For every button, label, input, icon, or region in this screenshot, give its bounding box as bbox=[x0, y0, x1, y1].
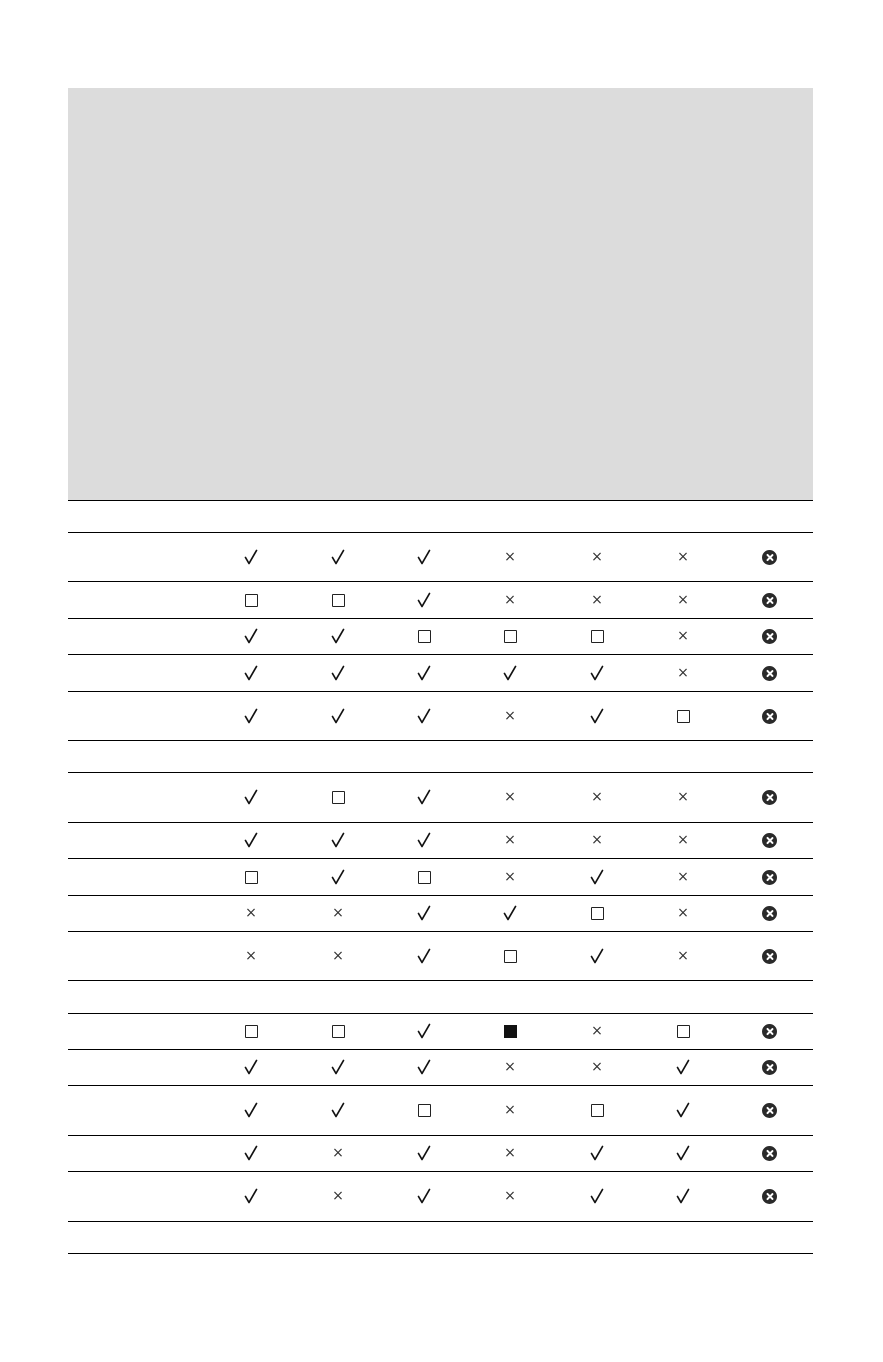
table-cell bbox=[318, 1055, 358, 1079]
cross-icon: × bbox=[504, 869, 516, 885]
check-icon bbox=[676, 1188, 690, 1204]
check-icon bbox=[244, 832, 258, 848]
table-cell bbox=[318, 828, 358, 852]
x-circle-icon bbox=[762, 1189, 777, 1204]
table-cell bbox=[231, 704, 271, 728]
check-icon bbox=[676, 1102, 690, 1118]
table-cell bbox=[663, 624, 703, 648]
table-cell bbox=[318, 624, 358, 648]
cross-icon: × bbox=[504, 549, 516, 565]
table-cell bbox=[490, 624, 530, 648]
empty-box-icon bbox=[677, 1025, 690, 1038]
table-cell bbox=[318, 588, 358, 612]
empty-box-icon bbox=[418, 1104, 431, 1117]
check-icon bbox=[417, 905, 431, 921]
x-circle-icon bbox=[762, 593, 777, 608]
check-icon bbox=[244, 549, 258, 565]
check-icon bbox=[590, 1188, 604, 1204]
cross-icon: × bbox=[504, 708, 516, 724]
row-divider bbox=[68, 532, 813, 533]
cross-icon: × bbox=[245, 948, 257, 964]
empty-box-icon bbox=[591, 1104, 604, 1117]
row-divider bbox=[68, 691, 813, 692]
empty-box-icon bbox=[332, 791, 345, 804]
check-icon bbox=[676, 1059, 690, 1075]
table-cell bbox=[663, 865, 703, 889]
check-icon bbox=[244, 1102, 258, 1118]
table-cell bbox=[404, 624, 444, 648]
check-icon bbox=[590, 869, 604, 885]
cross-icon: × bbox=[677, 592, 689, 608]
row-divider bbox=[68, 740, 813, 741]
table-cell bbox=[749, 588, 789, 612]
empty-box-icon bbox=[591, 630, 604, 643]
table-cell bbox=[231, 944, 271, 968]
table-cell bbox=[749, 1098, 789, 1122]
row-divider bbox=[68, 858, 813, 859]
row-divider bbox=[68, 654, 813, 655]
row-divider bbox=[68, 931, 813, 932]
check-icon bbox=[417, 549, 431, 565]
table-cell bbox=[404, 865, 444, 889]
table-cell bbox=[577, 828, 617, 852]
empty-box-icon bbox=[332, 594, 345, 607]
check-icon bbox=[590, 665, 604, 681]
table-cell bbox=[404, 588, 444, 612]
table-cell bbox=[404, 704, 444, 728]
table-cell bbox=[663, 944, 703, 968]
table-cell bbox=[577, 1019, 617, 1043]
table-cell bbox=[231, 1019, 271, 1043]
check-icon bbox=[244, 1059, 258, 1075]
check-icon bbox=[417, 948, 431, 964]
table-cell bbox=[663, 1019, 703, 1043]
check-icon bbox=[331, 1059, 345, 1075]
x-circle-icon bbox=[762, 629, 777, 644]
x-circle-icon bbox=[762, 906, 777, 921]
table-cell bbox=[577, 901, 617, 925]
table-cell bbox=[577, 661, 617, 685]
row-divider bbox=[68, 618, 813, 619]
table-cell bbox=[749, 661, 789, 685]
cross-icon: × bbox=[677, 869, 689, 885]
table-cell bbox=[663, 785, 703, 809]
table-cell bbox=[577, 1098, 617, 1122]
cross-icon: × bbox=[504, 1059, 516, 1075]
table-cell bbox=[318, 901, 358, 925]
check-icon bbox=[417, 1188, 431, 1204]
x-circle-icon bbox=[762, 1146, 777, 1161]
row-divider bbox=[68, 1135, 813, 1136]
row-divider bbox=[68, 980, 813, 981]
table-cell bbox=[231, 588, 271, 612]
row-divider bbox=[68, 822, 813, 823]
table-cell bbox=[404, 661, 444, 685]
table-cell bbox=[404, 1098, 444, 1122]
check-icon bbox=[331, 665, 345, 681]
check-icon bbox=[331, 549, 345, 565]
cross-icon: × bbox=[591, 549, 603, 565]
row-divider bbox=[68, 1221, 813, 1222]
table-cell bbox=[577, 1055, 617, 1079]
cross-icon: × bbox=[677, 905, 689, 921]
cross-icon: × bbox=[504, 832, 516, 848]
cross-icon: × bbox=[504, 592, 516, 608]
check-icon bbox=[676, 1145, 690, 1161]
check-icon bbox=[503, 905, 517, 921]
table-cell bbox=[404, 901, 444, 925]
table-cell bbox=[318, 545, 358, 569]
check-icon bbox=[417, 1059, 431, 1075]
table-cell bbox=[577, 704, 617, 728]
table-cell bbox=[490, 704, 530, 728]
table-header-band bbox=[68, 88, 813, 500]
check-icon bbox=[503, 665, 517, 681]
row-divider bbox=[68, 581, 813, 582]
table-cell bbox=[749, 865, 789, 889]
table-cell bbox=[663, 828, 703, 852]
table-cell bbox=[404, 545, 444, 569]
table-cell bbox=[231, 901, 271, 925]
x-circle-icon bbox=[762, 790, 777, 805]
cross-icon: × bbox=[245, 905, 257, 921]
table-cell bbox=[749, 1055, 789, 1079]
table-cell bbox=[318, 1019, 358, 1043]
row-divider bbox=[68, 1013, 813, 1014]
table-cell bbox=[318, 944, 358, 968]
cross-icon: × bbox=[677, 628, 689, 644]
table-cell bbox=[231, 661, 271, 685]
table-cell bbox=[663, 661, 703, 685]
table-cell bbox=[490, 545, 530, 569]
cross-icon: × bbox=[332, 905, 344, 921]
row-divider bbox=[68, 1049, 813, 1050]
table-cell bbox=[577, 624, 617, 648]
table-cell bbox=[490, 1055, 530, 1079]
table-cell bbox=[749, 1184, 789, 1208]
cross-icon: × bbox=[504, 789, 516, 805]
table-cell bbox=[404, 1141, 444, 1165]
table-cell bbox=[231, 1141, 271, 1165]
x-circle-icon bbox=[762, 949, 777, 964]
table-cell bbox=[577, 588, 617, 612]
table-cell bbox=[749, 785, 789, 809]
check-icon bbox=[417, 592, 431, 608]
table-cell bbox=[231, 1098, 271, 1122]
table-cell bbox=[490, 828, 530, 852]
table-cell bbox=[749, 704, 789, 728]
cross-icon: × bbox=[504, 1188, 516, 1204]
cross-icon: × bbox=[504, 1145, 516, 1161]
x-circle-icon bbox=[762, 833, 777, 848]
row-divider bbox=[68, 895, 813, 896]
table-cell bbox=[490, 1141, 530, 1165]
cross-icon: × bbox=[677, 665, 689, 681]
table-cell bbox=[577, 545, 617, 569]
table-cell bbox=[663, 1184, 703, 1208]
table-cell bbox=[749, 1019, 789, 1043]
empty-box-icon bbox=[418, 871, 431, 884]
empty-box-icon bbox=[504, 950, 517, 963]
cross-icon: × bbox=[677, 948, 689, 964]
table-cell bbox=[577, 865, 617, 889]
cross-icon: × bbox=[591, 592, 603, 608]
table-cell bbox=[318, 661, 358, 685]
cross-icon: × bbox=[332, 1145, 344, 1161]
cross-icon: × bbox=[591, 789, 603, 805]
empty-box-icon bbox=[245, 1025, 258, 1038]
table-cell bbox=[404, 1019, 444, 1043]
cross-icon: × bbox=[332, 948, 344, 964]
empty-box-icon bbox=[504, 630, 517, 643]
check-icon bbox=[331, 1102, 345, 1118]
table-cell bbox=[318, 1141, 358, 1165]
x-circle-icon bbox=[762, 1103, 777, 1118]
table-cell bbox=[231, 828, 271, 852]
table-cell bbox=[490, 1184, 530, 1208]
table-cell bbox=[663, 588, 703, 612]
check-icon bbox=[244, 789, 258, 805]
x-circle-icon bbox=[762, 870, 777, 885]
empty-box-icon bbox=[245, 594, 258, 607]
table-cell bbox=[231, 1055, 271, 1079]
cross-icon: × bbox=[677, 549, 689, 565]
x-circle-icon bbox=[762, 709, 777, 724]
check-icon bbox=[590, 948, 604, 964]
check-icon bbox=[244, 628, 258, 644]
table-cell bbox=[490, 1019, 530, 1043]
check-icon bbox=[244, 1188, 258, 1204]
check-icon bbox=[417, 665, 431, 681]
table-cell bbox=[490, 901, 530, 925]
table-cell bbox=[231, 785, 271, 809]
check-icon bbox=[331, 869, 345, 885]
table-cell bbox=[663, 1098, 703, 1122]
cross-icon: × bbox=[677, 789, 689, 805]
check-icon bbox=[417, 832, 431, 848]
empty-box-icon bbox=[591, 907, 604, 920]
x-circle-icon bbox=[762, 1060, 777, 1075]
cross-icon: × bbox=[591, 1023, 603, 1039]
check-icon bbox=[331, 628, 345, 644]
cross-icon: × bbox=[591, 832, 603, 848]
table-cell bbox=[577, 1184, 617, 1208]
row-divider bbox=[68, 1253, 813, 1254]
table-cell bbox=[663, 704, 703, 728]
table-cell bbox=[663, 901, 703, 925]
empty-box-icon bbox=[677, 710, 690, 723]
table-cell bbox=[663, 1141, 703, 1165]
table-cell bbox=[749, 1141, 789, 1165]
table-cell bbox=[318, 865, 358, 889]
table-cell bbox=[749, 624, 789, 648]
cross-icon: × bbox=[677, 832, 689, 848]
table-cell bbox=[577, 1141, 617, 1165]
table-cell bbox=[404, 828, 444, 852]
x-circle-icon bbox=[762, 666, 777, 681]
table-cell bbox=[404, 1184, 444, 1208]
table-cell bbox=[404, 785, 444, 809]
check-icon bbox=[417, 1145, 431, 1161]
table-cell bbox=[231, 545, 271, 569]
row-divider bbox=[68, 772, 813, 773]
row-divider bbox=[68, 500, 813, 501]
check-icon bbox=[244, 1145, 258, 1161]
check-icon bbox=[331, 708, 345, 724]
table-cell bbox=[318, 785, 358, 809]
table-cell bbox=[490, 661, 530, 685]
row-divider bbox=[68, 1085, 813, 1086]
table-cell bbox=[749, 828, 789, 852]
x-circle-icon bbox=[762, 550, 777, 565]
check-icon bbox=[417, 789, 431, 805]
table-cell bbox=[577, 944, 617, 968]
table-cell bbox=[404, 944, 444, 968]
table-cell bbox=[318, 1184, 358, 1208]
table-cell bbox=[490, 865, 530, 889]
check-icon bbox=[244, 665, 258, 681]
table-cell bbox=[749, 901, 789, 925]
empty-box-icon bbox=[245, 871, 258, 884]
table-cell bbox=[490, 785, 530, 809]
table-cell bbox=[663, 1055, 703, 1079]
table-cell bbox=[490, 588, 530, 612]
table-cell bbox=[749, 944, 789, 968]
check-icon bbox=[417, 1023, 431, 1039]
check-icon bbox=[417, 708, 431, 724]
table-cell bbox=[749, 545, 789, 569]
empty-box-icon bbox=[332, 1025, 345, 1038]
filled-box-icon bbox=[504, 1025, 517, 1038]
table-cell bbox=[663, 545, 703, 569]
check-icon bbox=[590, 708, 604, 724]
check-icon bbox=[590, 1145, 604, 1161]
check-icon bbox=[331, 832, 345, 848]
cross-icon: × bbox=[332, 1188, 344, 1204]
table-cell bbox=[404, 1055, 444, 1079]
x-circle-icon bbox=[762, 1024, 777, 1039]
table-cell bbox=[318, 704, 358, 728]
table-cell bbox=[231, 1184, 271, 1208]
check-icon bbox=[244, 708, 258, 724]
table-cell bbox=[231, 624, 271, 648]
row-divider bbox=[68, 1171, 813, 1172]
cross-icon: × bbox=[504, 1102, 516, 1118]
table-cell bbox=[231, 865, 271, 889]
table-cell bbox=[318, 1098, 358, 1122]
table-cell bbox=[490, 1098, 530, 1122]
empty-box-icon bbox=[418, 630, 431, 643]
table-cell bbox=[490, 944, 530, 968]
cross-icon: × bbox=[591, 1059, 603, 1075]
table-cell bbox=[577, 785, 617, 809]
